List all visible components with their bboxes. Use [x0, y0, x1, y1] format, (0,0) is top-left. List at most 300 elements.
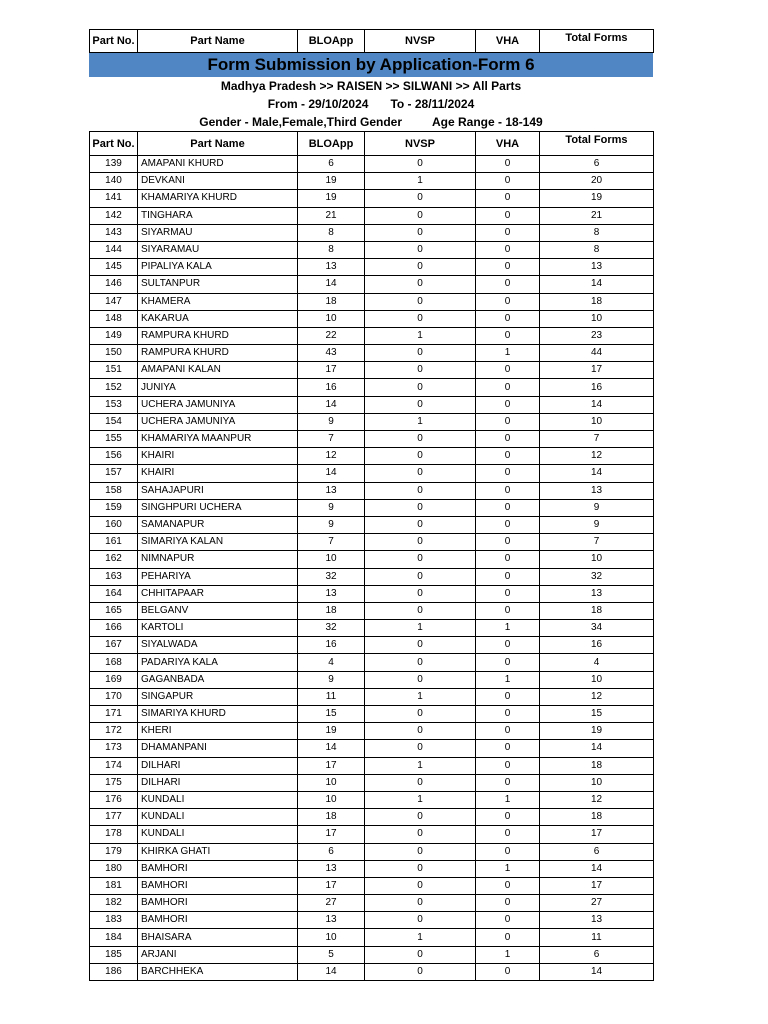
- table-header-part-no: Part No.: [90, 132, 138, 156]
- part-no-cell: 143: [90, 224, 138, 241]
- table-row: [90, 654, 654, 671]
- vha-cell: 0: [476, 190, 540, 207]
- part-no-cell: 179: [90, 843, 138, 860]
- part-no-cell: 147: [90, 293, 138, 310]
- part-name-cell: JUNIYA: [138, 379, 298, 396]
- table-header-bloapp: BLOApp: [298, 132, 365, 156]
- part-name-cell: AMAPANI KHURD: [138, 156, 298, 173]
- bloapp-cell: 12: [298, 448, 365, 465]
- total-forms-cell: 14: [540, 740, 654, 757]
- vha-cell: 0: [476, 706, 540, 723]
- bloapp-cell: 43: [298, 345, 365, 362]
- nvsp-cell: 0: [365, 654, 476, 671]
- nvsp-cell: 0: [365, 877, 476, 894]
- part-name-cell: AMAPANI KALAN: [138, 362, 298, 379]
- bloapp-cell: 9: [298, 413, 365, 430]
- vha-cell: 0: [476, 637, 540, 654]
- part-name-cell: RAMPURA KHURD: [138, 327, 298, 344]
- nvsp-cell: 0: [365, 224, 476, 241]
- nvsp-cell: 1: [365, 929, 476, 946]
- vha-cell: 0: [476, 843, 540, 860]
- total-forms-cell: 6: [540, 843, 654, 860]
- part-name-cell: KHAMERA: [138, 293, 298, 310]
- vha-cell: 0: [476, 310, 540, 327]
- vha-cell: 0: [476, 362, 540, 379]
- vha-cell: 0: [476, 602, 540, 619]
- bloapp-cell: 4: [298, 654, 365, 671]
- part-no-cell: 152: [90, 379, 138, 396]
- vha-cell: 0: [476, 723, 540, 740]
- table-row: [90, 740, 654, 757]
- total-forms-cell: 15: [540, 706, 654, 723]
- col-header-part-name: Part Name: [138, 30, 298, 53]
- vha-cell: 1: [476, 620, 540, 637]
- bloapp-cell: 8: [298, 241, 365, 258]
- total-forms-cell: 18: [540, 293, 654, 310]
- bloapp-cell: 13: [298, 259, 365, 276]
- bloapp-cell: 13: [298, 585, 365, 602]
- part-no-cell: 157: [90, 465, 138, 482]
- bloapp-cell: 10: [298, 791, 365, 808]
- table-row: [90, 345, 654, 362]
- vha-cell: 0: [476, 396, 540, 413]
- total-forms-cell: 13: [540, 482, 654, 499]
- table-row: [90, 310, 654, 327]
- col-header-nvsp: NVSP: [365, 30, 476, 53]
- bloapp-cell: 9: [298, 516, 365, 533]
- nvsp-cell: 0: [365, 499, 476, 516]
- table-row: [90, 568, 654, 585]
- table-row: [90, 895, 654, 912]
- table-row: [90, 156, 654, 173]
- nvsp-cell: 0: [365, 809, 476, 826]
- total-forms-cell: 17: [540, 362, 654, 379]
- total-forms-cell: 16: [540, 379, 654, 396]
- vha-cell: 0: [476, 809, 540, 826]
- table-row: [90, 602, 654, 619]
- part-no-cell: 183: [90, 912, 138, 929]
- vha-cell: 0: [476, 327, 540, 344]
- report-gender: Gender - Male,Female,Third Gender: [199, 115, 402, 129]
- bloapp-cell: 10: [298, 929, 365, 946]
- total-forms-cell: 32: [540, 568, 654, 585]
- total-forms-cell: 7: [540, 534, 654, 551]
- part-no-cell: 180: [90, 860, 138, 877]
- bloapp-cell: 18: [298, 809, 365, 826]
- table-row: [90, 276, 654, 293]
- table-row: [90, 809, 654, 826]
- total-forms-cell: 13: [540, 585, 654, 602]
- vha-cell: 0: [476, 826, 540, 843]
- bloapp-cell: 15: [298, 706, 365, 723]
- bloapp-cell: 14: [298, 276, 365, 293]
- table-row: [90, 327, 654, 344]
- part-no-cell: 175: [90, 774, 138, 791]
- vha-cell: 0: [476, 207, 540, 224]
- table-row: [90, 791, 654, 808]
- part-no-cell: 149: [90, 327, 138, 344]
- total-forms-cell: 12: [540, 791, 654, 808]
- total-forms-cell: 13: [540, 259, 654, 276]
- part-no-cell: 154: [90, 413, 138, 430]
- vha-cell: 0: [476, 293, 540, 310]
- total-forms-cell: 17: [540, 877, 654, 894]
- nvsp-cell: 0: [365, 241, 476, 258]
- table-row: [90, 774, 654, 791]
- nvsp-cell: 0: [365, 895, 476, 912]
- part-name-cell: BHAISARA: [138, 929, 298, 946]
- total-forms-cell: 10: [540, 774, 654, 791]
- part-no-cell: 162: [90, 551, 138, 568]
- total-forms-cell: 8: [540, 241, 654, 258]
- nvsp-cell: 0: [365, 963, 476, 980]
- bloapp-cell: 17: [298, 826, 365, 843]
- nvsp-cell: 0: [365, 465, 476, 482]
- part-name-cell: KHAIRI: [138, 448, 298, 465]
- vha-cell: 0: [476, 499, 540, 516]
- nvsp-cell: 0: [365, 516, 476, 533]
- bloapp-cell: 19: [298, 723, 365, 740]
- vha-cell: 0: [476, 740, 540, 757]
- data-table: [89, 131, 654, 981]
- report-age-range: Age Range - 18-149: [432, 115, 543, 129]
- vha-cell: 0: [476, 585, 540, 602]
- vha-cell: 1: [476, 791, 540, 808]
- part-name-cell: SIYALWADA: [138, 637, 298, 654]
- vha-cell: 0: [476, 276, 540, 293]
- vha-cell: 0: [476, 688, 540, 705]
- part-no-cell: 145: [90, 259, 138, 276]
- table-row: [90, 877, 654, 894]
- table-row: [90, 379, 654, 396]
- bloapp-cell: 16: [298, 379, 365, 396]
- total-forms-cell: 12: [540, 448, 654, 465]
- part-name-cell: GAGANBADA: [138, 671, 298, 688]
- part-no-cell: 161: [90, 534, 138, 551]
- nvsp-cell: 0: [365, 826, 476, 843]
- nvsp-cell: 0: [365, 259, 476, 276]
- part-name-cell: BAMHORI: [138, 860, 298, 877]
- bloapp-cell: 11: [298, 688, 365, 705]
- bloapp-cell: 16: [298, 637, 365, 654]
- table-row: [90, 465, 654, 482]
- part-no-cell: 142: [90, 207, 138, 224]
- part-name-cell: DEVKANI: [138, 173, 298, 190]
- nvsp-cell: 1: [365, 173, 476, 190]
- nvsp-cell: 0: [365, 431, 476, 448]
- total-forms-cell: 19: [540, 723, 654, 740]
- part-no-cell: 168: [90, 654, 138, 671]
- vha-cell: 0: [476, 173, 540, 190]
- bloapp-cell: 18: [298, 602, 365, 619]
- total-forms-cell: 34: [540, 620, 654, 637]
- total-forms-cell: 14: [540, 963, 654, 980]
- col-header-part-no: Part No.: [90, 30, 138, 53]
- part-no-cell: 160: [90, 516, 138, 533]
- vha-cell: 0: [476, 431, 540, 448]
- part-name-cell: SINGHPURI UCHERA: [138, 499, 298, 516]
- vha-cell: 0: [476, 912, 540, 929]
- part-name-cell: SAHAJAPURI: [138, 482, 298, 499]
- part-no-cell: 163: [90, 568, 138, 585]
- table-body: [90, 156, 654, 981]
- part-name-cell: BARCHHEKA: [138, 963, 298, 980]
- part-name-cell: DILHARI: [138, 774, 298, 791]
- part-no-cell: 140: [90, 173, 138, 190]
- part-name-cell: NIMNAPUR: [138, 551, 298, 568]
- part-name-cell: PIPALIYA KALA: [138, 259, 298, 276]
- nvsp-cell: 0: [365, 310, 476, 327]
- vha-cell: 0: [476, 877, 540, 894]
- table-row: [90, 293, 654, 310]
- part-name-cell: BAMHORI: [138, 912, 298, 929]
- part-no-cell: 153: [90, 396, 138, 413]
- top-header-table: [89, 29, 654, 53]
- table-row: [90, 534, 654, 551]
- nvsp-cell: 1: [365, 791, 476, 808]
- table-row: [90, 173, 654, 190]
- part-no-cell: 171: [90, 706, 138, 723]
- bloapp-cell: 10: [298, 551, 365, 568]
- total-forms-cell: 12: [540, 688, 654, 705]
- part-no-cell: 182: [90, 895, 138, 912]
- part-name-cell: SULTANPUR: [138, 276, 298, 293]
- bloapp-cell: 5: [298, 946, 365, 963]
- part-no-cell: 148: [90, 310, 138, 327]
- nvsp-cell: 0: [365, 156, 476, 173]
- part-name-cell: CHHITAPAAR: [138, 585, 298, 602]
- table-row: [90, 362, 654, 379]
- total-forms-cell: 10: [540, 551, 654, 568]
- part-name-cell: KAKARUA: [138, 310, 298, 327]
- total-forms-cell: 17: [540, 826, 654, 843]
- part-name-cell: UCHERA JAMUNIYA: [138, 396, 298, 413]
- total-forms-cell: 10: [540, 413, 654, 430]
- part-no-cell: 172: [90, 723, 138, 740]
- vha-cell: 0: [476, 156, 540, 173]
- bloapp-cell: 14: [298, 740, 365, 757]
- part-name-cell: PEHARIYA: [138, 568, 298, 585]
- part-no-cell: 155: [90, 431, 138, 448]
- part-name-cell: KHAIRI: [138, 465, 298, 482]
- part-name-cell: UCHERA JAMUNIYA: [138, 413, 298, 430]
- vha-cell: 0: [476, 895, 540, 912]
- part-no-cell: 184: [90, 929, 138, 946]
- vha-cell: 0: [476, 568, 540, 585]
- bloapp-cell: 19: [298, 190, 365, 207]
- table-header-nvsp: NVSP: [365, 132, 476, 156]
- table-row: [90, 688, 654, 705]
- part-no-cell: 141: [90, 190, 138, 207]
- table-row: [90, 190, 654, 207]
- vha-cell: 0: [476, 654, 540, 671]
- bloapp-cell: 17: [298, 362, 365, 379]
- vha-cell: 0: [476, 963, 540, 980]
- table-row: [90, 757, 654, 774]
- part-name-cell: SIMARIYA KALAN: [138, 534, 298, 551]
- part-no-cell: 150: [90, 345, 138, 362]
- table-row: [90, 241, 654, 258]
- table-row: [90, 431, 654, 448]
- part-no-cell: 181: [90, 877, 138, 894]
- nvsp-cell: 0: [365, 482, 476, 499]
- vha-cell: 0: [476, 259, 540, 276]
- part-no-cell: 144: [90, 241, 138, 258]
- part-name-cell: BELGANV: [138, 602, 298, 619]
- vha-cell: 1: [476, 860, 540, 877]
- total-forms-cell: 18: [540, 602, 654, 619]
- part-no-cell: 151: [90, 362, 138, 379]
- part-name-cell: RAMPURA KHURD: [138, 345, 298, 362]
- bloapp-cell: 32: [298, 620, 365, 637]
- bloapp-cell: 13: [298, 860, 365, 877]
- part-name-cell: KHERI: [138, 723, 298, 740]
- total-forms-cell: 16: [540, 637, 654, 654]
- col-header-bloapp: BLOApp: [298, 30, 365, 53]
- part-name-cell: PADARIYA KALA: [138, 654, 298, 671]
- bloapp-cell: 7: [298, 431, 365, 448]
- nvsp-cell: 1: [365, 688, 476, 705]
- total-forms-cell: 14: [540, 465, 654, 482]
- part-name-cell: KHIRKA GHATI: [138, 843, 298, 860]
- part-name-cell: SIYARMAU: [138, 224, 298, 241]
- table-row: [90, 946, 654, 963]
- vha-cell: 0: [476, 516, 540, 533]
- vha-cell: 0: [476, 241, 540, 258]
- vha-cell: 0: [476, 534, 540, 551]
- table-row: [90, 482, 654, 499]
- table-row: [90, 723, 654, 740]
- table-row: [90, 413, 654, 430]
- table-row: [90, 448, 654, 465]
- part-no-cell: 178: [90, 826, 138, 843]
- part-name-cell: TINGHARA: [138, 207, 298, 224]
- table-row: [90, 224, 654, 241]
- total-forms-cell: 14: [540, 396, 654, 413]
- nvsp-cell: 0: [365, 706, 476, 723]
- vha-cell: 1: [476, 946, 540, 963]
- vha-cell: 0: [476, 465, 540, 482]
- table-row: [90, 207, 654, 224]
- nvsp-cell: 0: [365, 345, 476, 362]
- bloapp-cell: 19: [298, 173, 365, 190]
- report-title: Form Submission by Application-Form 6: [89, 53, 653, 77]
- total-forms-cell: 23: [540, 327, 654, 344]
- vha-cell: 1: [476, 671, 540, 688]
- part-no-cell: 186: [90, 963, 138, 980]
- part-no-cell: 165: [90, 602, 138, 619]
- total-forms-cell: 27: [540, 895, 654, 912]
- nvsp-cell: 0: [365, 534, 476, 551]
- vha-cell: 0: [476, 551, 540, 568]
- total-forms-cell: 4: [540, 654, 654, 671]
- col-header-total-forms: Total Forms: [540, 30, 654, 53]
- bloapp-cell: 13: [298, 912, 365, 929]
- vha-cell: 0: [476, 929, 540, 946]
- part-no-cell: 176: [90, 791, 138, 808]
- vha-cell: 0: [476, 448, 540, 465]
- part-no-cell: 170: [90, 688, 138, 705]
- nvsp-cell: 0: [365, 774, 476, 791]
- bloapp-cell: 27: [298, 895, 365, 912]
- nvsp-cell: 0: [365, 362, 476, 379]
- nvsp-cell: 0: [365, 568, 476, 585]
- part-no-cell: 185: [90, 946, 138, 963]
- total-forms-cell: 21: [540, 207, 654, 224]
- bloapp-cell: 7: [298, 534, 365, 551]
- bloapp-cell: 9: [298, 671, 365, 688]
- nvsp-cell: 0: [365, 843, 476, 860]
- part-no-cell: 177: [90, 809, 138, 826]
- nvsp-cell: 0: [365, 637, 476, 654]
- bloapp-cell: 22: [298, 327, 365, 344]
- report-sheet: [89, 29, 653, 981]
- total-forms-cell: 19: [540, 190, 654, 207]
- part-name-cell: BAMHORI: [138, 877, 298, 894]
- table-row: [90, 585, 654, 602]
- report-location: Madhya Pradesh >> RAISEN >> SILWANI >> All Parts: [220, 79, 522, 93]
- total-forms-cell: 9: [540, 499, 654, 516]
- part-no-cell: 164: [90, 585, 138, 602]
- total-forms-cell: 18: [540, 757, 654, 774]
- vha-cell: 0: [476, 757, 540, 774]
- part-no-cell: 174: [90, 757, 138, 774]
- vha-cell: 0: [476, 379, 540, 396]
- part-no-cell: 156: [90, 448, 138, 465]
- bloapp-cell: 6: [298, 156, 365, 173]
- total-forms-cell: 6: [540, 946, 654, 963]
- part-no-cell: 146: [90, 276, 138, 293]
- bloapp-cell: 10: [298, 774, 365, 791]
- total-forms-cell: 18: [540, 809, 654, 826]
- table-row: [90, 671, 654, 688]
- vha-cell: 0: [476, 482, 540, 499]
- bloapp-cell: 10: [298, 310, 365, 327]
- part-no-cell: 169: [90, 671, 138, 688]
- nvsp-cell: 1: [365, 757, 476, 774]
- vha-cell: 0: [476, 413, 540, 430]
- vha-cell: 0: [476, 774, 540, 791]
- report-from-date: From - 29/10/2024: [267, 97, 369, 111]
- total-forms-cell: 13: [540, 912, 654, 929]
- bloapp-cell: 14: [298, 396, 365, 413]
- total-forms-cell: 8: [540, 224, 654, 241]
- nvsp-cell: 0: [365, 946, 476, 963]
- total-forms-cell: 7: [540, 431, 654, 448]
- table-header-total-forms: Total Forms: [540, 132, 654, 156]
- part-name-cell: KHAMARIYA MAANPUR: [138, 431, 298, 448]
- bloapp-cell: 14: [298, 465, 365, 482]
- part-no-cell: 166: [90, 620, 138, 637]
- nvsp-cell: 0: [365, 740, 476, 757]
- vha-cell: 0: [476, 224, 540, 241]
- vha-cell: 1: [476, 345, 540, 362]
- total-forms-cell: 11: [540, 929, 654, 946]
- nvsp-cell: 0: [365, 602, 476, 619]
- total-forms-cell: 6: [540, 156, 654, 173]
- report-to-date: To - 28/11/2024: [390, 97, 475, 111]
- total-forms-cell: 44: [540, 345, 654, 362]
- bloapp-cell: 13: [298, 482, 365, 499]
- nvsp-cell: 1: [365, 413, 476, 430]
- part-name-cell: KUNDALI: [138, 791, 298, 808]
- bloapp-cell: 14: [298, 963, 365, 980]
- part-no-cell: 139: [90, 156, 138, 173]
- nvsp-cell: 0: [365, 671, 476, 688]
- table-row: [90, 843, 654, 860]
- bloapp-cell: 17: [298, 877, 365, 894]
- bloapp-cell: 32: [298, 568, 365, 585]
